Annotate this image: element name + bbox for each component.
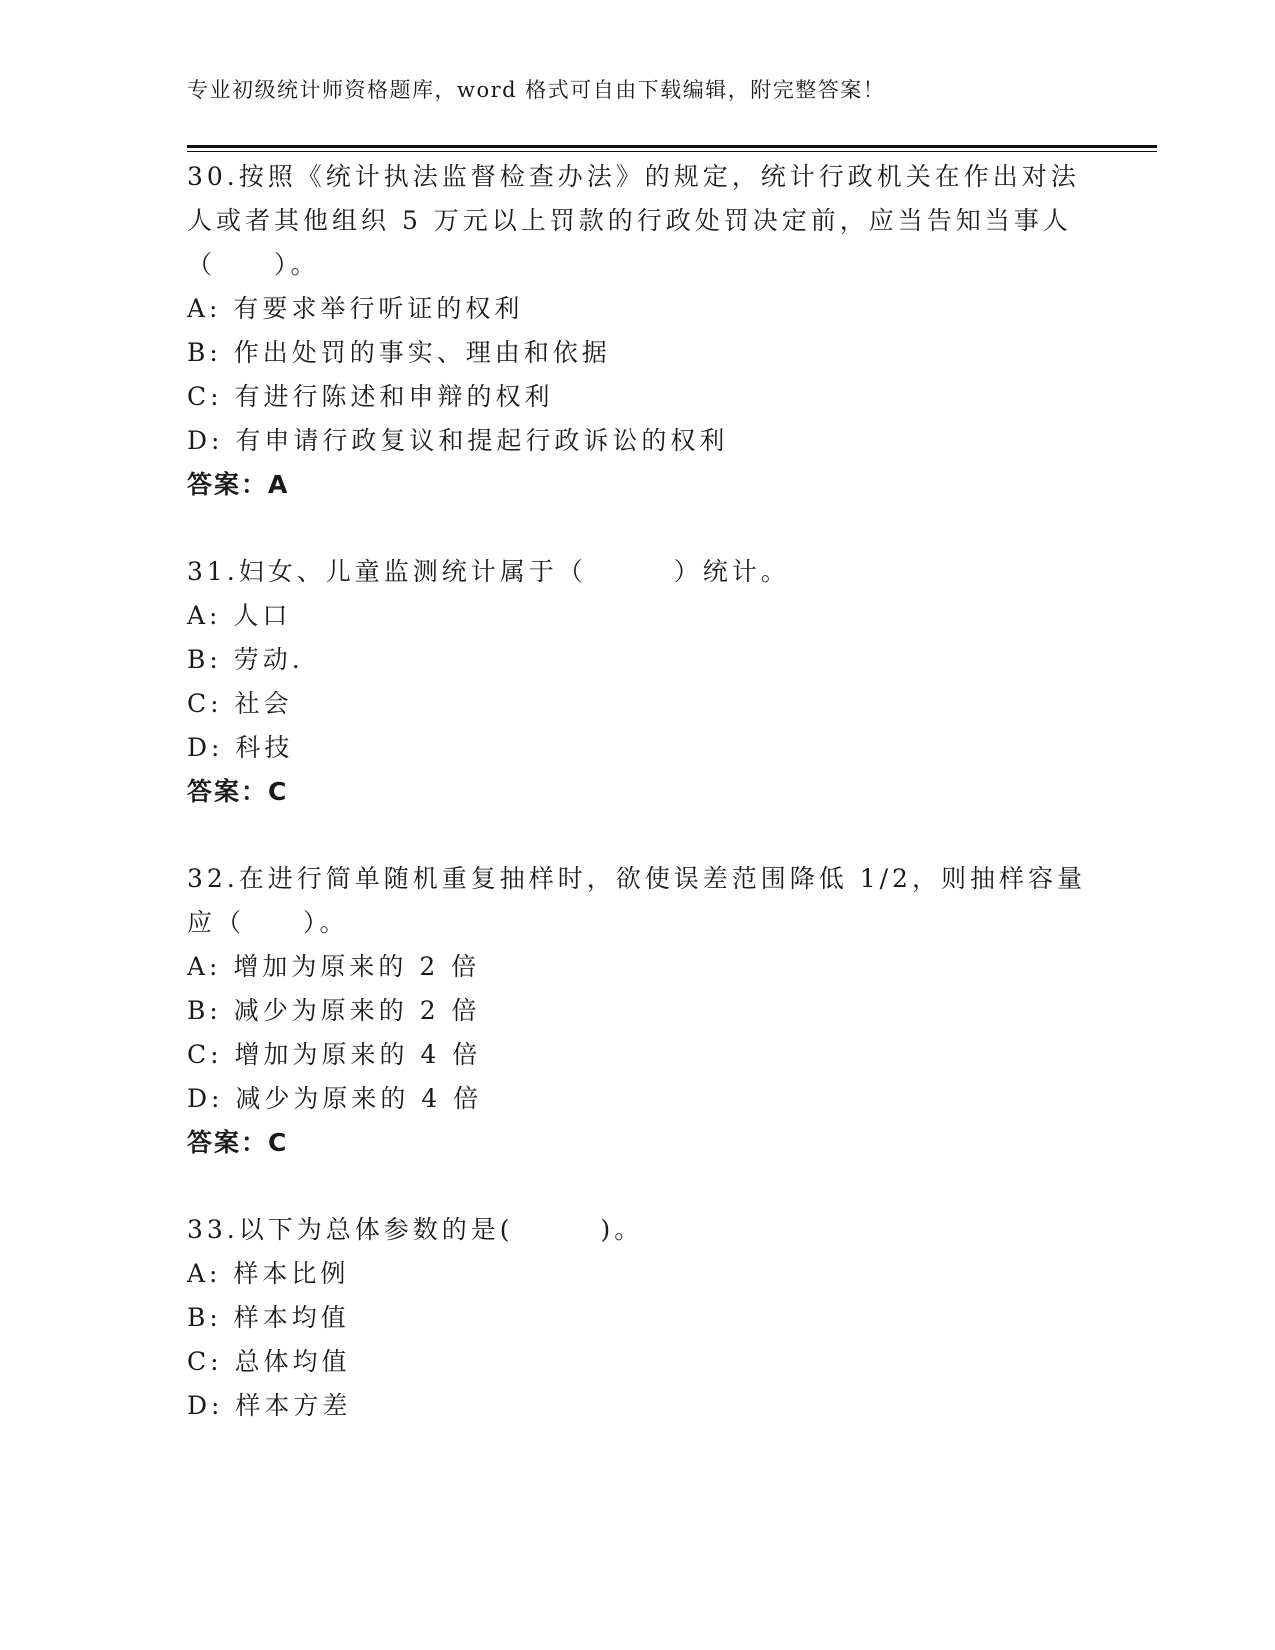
question-31-answer: 答案：C <box>187 777 289 806</box>
header-rule-thick <box>187 145 1157 148</box>
question-33-stem-line-1: 33.以下为总体参数的是( )。 <box>187 1215 644 1244</box>
question-32-answer: 答案：C <box>187 1128 289 1157</box>
question-30-option-d: D: 有申请行政复议和提起行政诉讼的权利 <box>187 426 729 455</box>
question-33-option-d: D: 样本方差 <box>187 1391 352 1420</box>
question-33-option-b: B: 样本均值 <box>187 1303 350 1332</box>
question-31-option-d: D: 科技 <box>187 733 294 762</box>
question-32-option-a: A: 增加为原来的 2 倍 <box>187 952 481 981</box>
question-32-option-c: C: 增加为原来的 4 倍 <box>187 1040 482 1069</box>
header-rule-thin <box>187 151 1157 152</box>
question-32-stem-line-1: 32.在进行简单随机重复抽样时，欲使误差范围降低 1/2，则抽样容量 <box>187 864 1086 893</box>
question-33-option-a: A: 样本比例 <box>187 1259 350 1288</box>
question-30-stem-line-2: 人或者其他组织 5 万元以上罚款的行政处罚决定前，应当告知当事人 <box>187 206 1072 235</box>
question-31-stem-line-1: 31.妇女、儿童监测统计属于（ ）统计。 <box>187 557 790 586</box>
question-31-option-a: A: 人口 <box>187 601 292 630</box>
document-header: 专业初级统计师资格题库，word 格式可自由下载编辑，附完整答案！ <box>187 78 886 102</box>
question-30-stem-line-1: 30.按照《统计执法监督检查办法》的规定，统计行政机关在作出对法 <box>187 162 1080 191</box>
question-32-option-d: D: 减少为原来的 4 倍 <box>187 1084 483 1113</box>
question-30-option-a: A: 有要求举行听证的权利 <box>187 294 524 323</box>
question-30-option-c: C: 有进行陈述和申辩的权利 <box>187 382 554 411</box>
question-32-stem-line-2: 应（ ）。 <box>187 908 349 937</box>
question-32-option-b: B: 减少为原来的 2 倍 <box>187 996 481 1025</box>
question-30-stem-line-3: （ ）。 <box>187 250 320 279</box>
question-31-option-c: C: 社会 <box>187 689 293 718</box>
question-30-option-b: B: 作出处罚的事实、理由和依据 <box>187 338 611 367</box>
question-30-answer: 答案：A <box>187 470 290 499</box>
question-31-option-b: B: 劳动. <box>187 645 304 674</box>
question-33-option-c: C: 总体均值 <box>187 1347 351 1376</box>
